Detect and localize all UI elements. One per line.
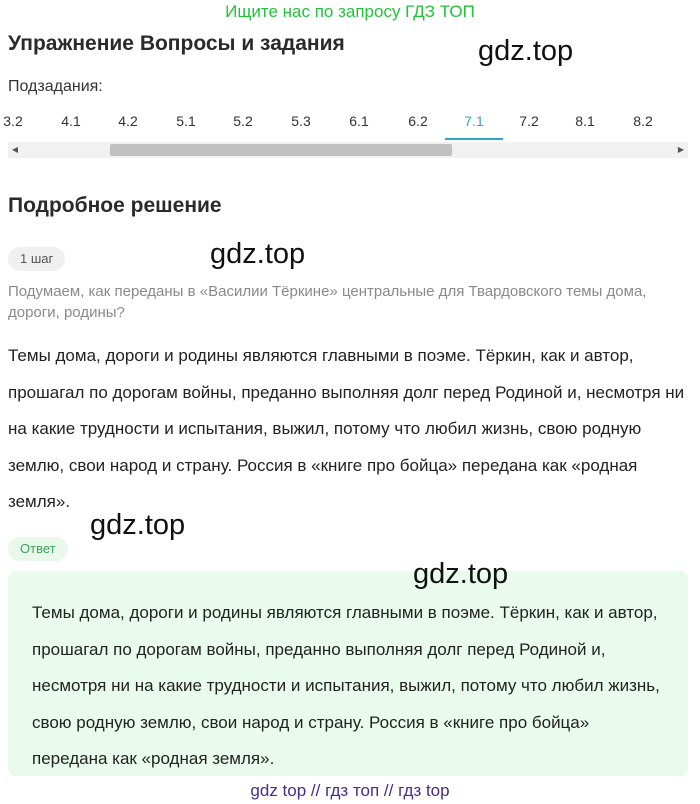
subtask-tab-4-1[interactable]: 4.1 (61, 113, 81, 129)
page-title: Упражнение Вопросы и задания (8, 32, 345, 55)
subtasks-label: Подзадания: (8, 78, 103, 95)
scroll-right-icon[interactable]: ▶ (677, 145, 685, 154)
watermark-4: gdz.top (413, 558, 509, 590)
watermark-3: gdz.top (90, 509, 186, 541)
subtask-tab-6-1[interactable]: 6.1 (349, 113, 369, 129)
subtask-tab-5-1[interactable]: 5.1 (176, 113, 196, 129)
answer-text: Темы дома, дороги и родины являются главными в поэме. Тёркин, как и автор, прошагал по дорогам войны, преданно выполняя долг перед Родиной и, несмотря ни на какие трудности и испытания, выжил, потому что любил жизнь, свою родную землю, свои народ и страну. Россия в «книге про бойца» передана как «родная земля». (32, 603, 660, 768)
subtask-tab-5-3[interactable]: 5.3 (291, 113, 311, 129)
subtask-tab-3-2[interactable]: 3.2 (3, 113, 23, 129)
scroll-left-icon[interactable]: ◀ (11, 145, 19, 154)
subtask-tab-6-2[interactable]: 6.2 (408, 113, 428, 129)
step-badge: 1 шаг (8, 247, 65, 271)
subtask-tab-8-1[interactable]: 8.1 (575, 113, 595, 129)
subtask-tabs (0, 106, 700, 142)
subtask-tab-8-2[interactable]: 8.2 (633, 113, 653, 129)
scrollbar-thumb[interactable] (110, 144, 452, 156)
subtask-tab-7-1[interactable]: 7.1 (445, 106, 503, 140)
watermark-1: gdz.top (478, 35, 574, 67)
watermark-2: gdz.top (210, 238, 306, 270)
search-banner: Ищите нас по запросу ГДЗ ТОП (225, 2, 475, 21)
answer-box (8, 571, 688, 776)
solution-text: Темы дома, дороги и родины являются главными в поэме. Тёркин, как и автор, прошагал по дорогам войны, преданно выполняя долг перед Родиной и, несмотря ни на какие трудности и испытания, выжил, потому что любил жизнь, свою родную землю, свои народ и страну. Россия в «книге про бойца» передана как «родная земля». (8, 346, 685, 511)
subtask-tab-7-2[interactable]: 7.2 (519, 113, 539, 129)
answer-badge: Ответ (8, 537, 68, 561)
subtask-tab-4-2[interactable]: 4.2 (118, 113, 138, 129)
solution-section-title: Подробное решение (8, 194, 222, 217)
subtask-scrollbar[interactable] (8, 142, 688, 158)
subtask-tab-5-2[interactable]: 5.2 (233, 113, 253, 129)
step-question: Подумаем, как переданы в «Василии Тёркине» центральные для Твардовского темы дома, дороги, родины? (8, 283, 647, 321)
footer-links[interactable]: gdz top // гдз топ // гдз top (250, 781, 450, 800)
